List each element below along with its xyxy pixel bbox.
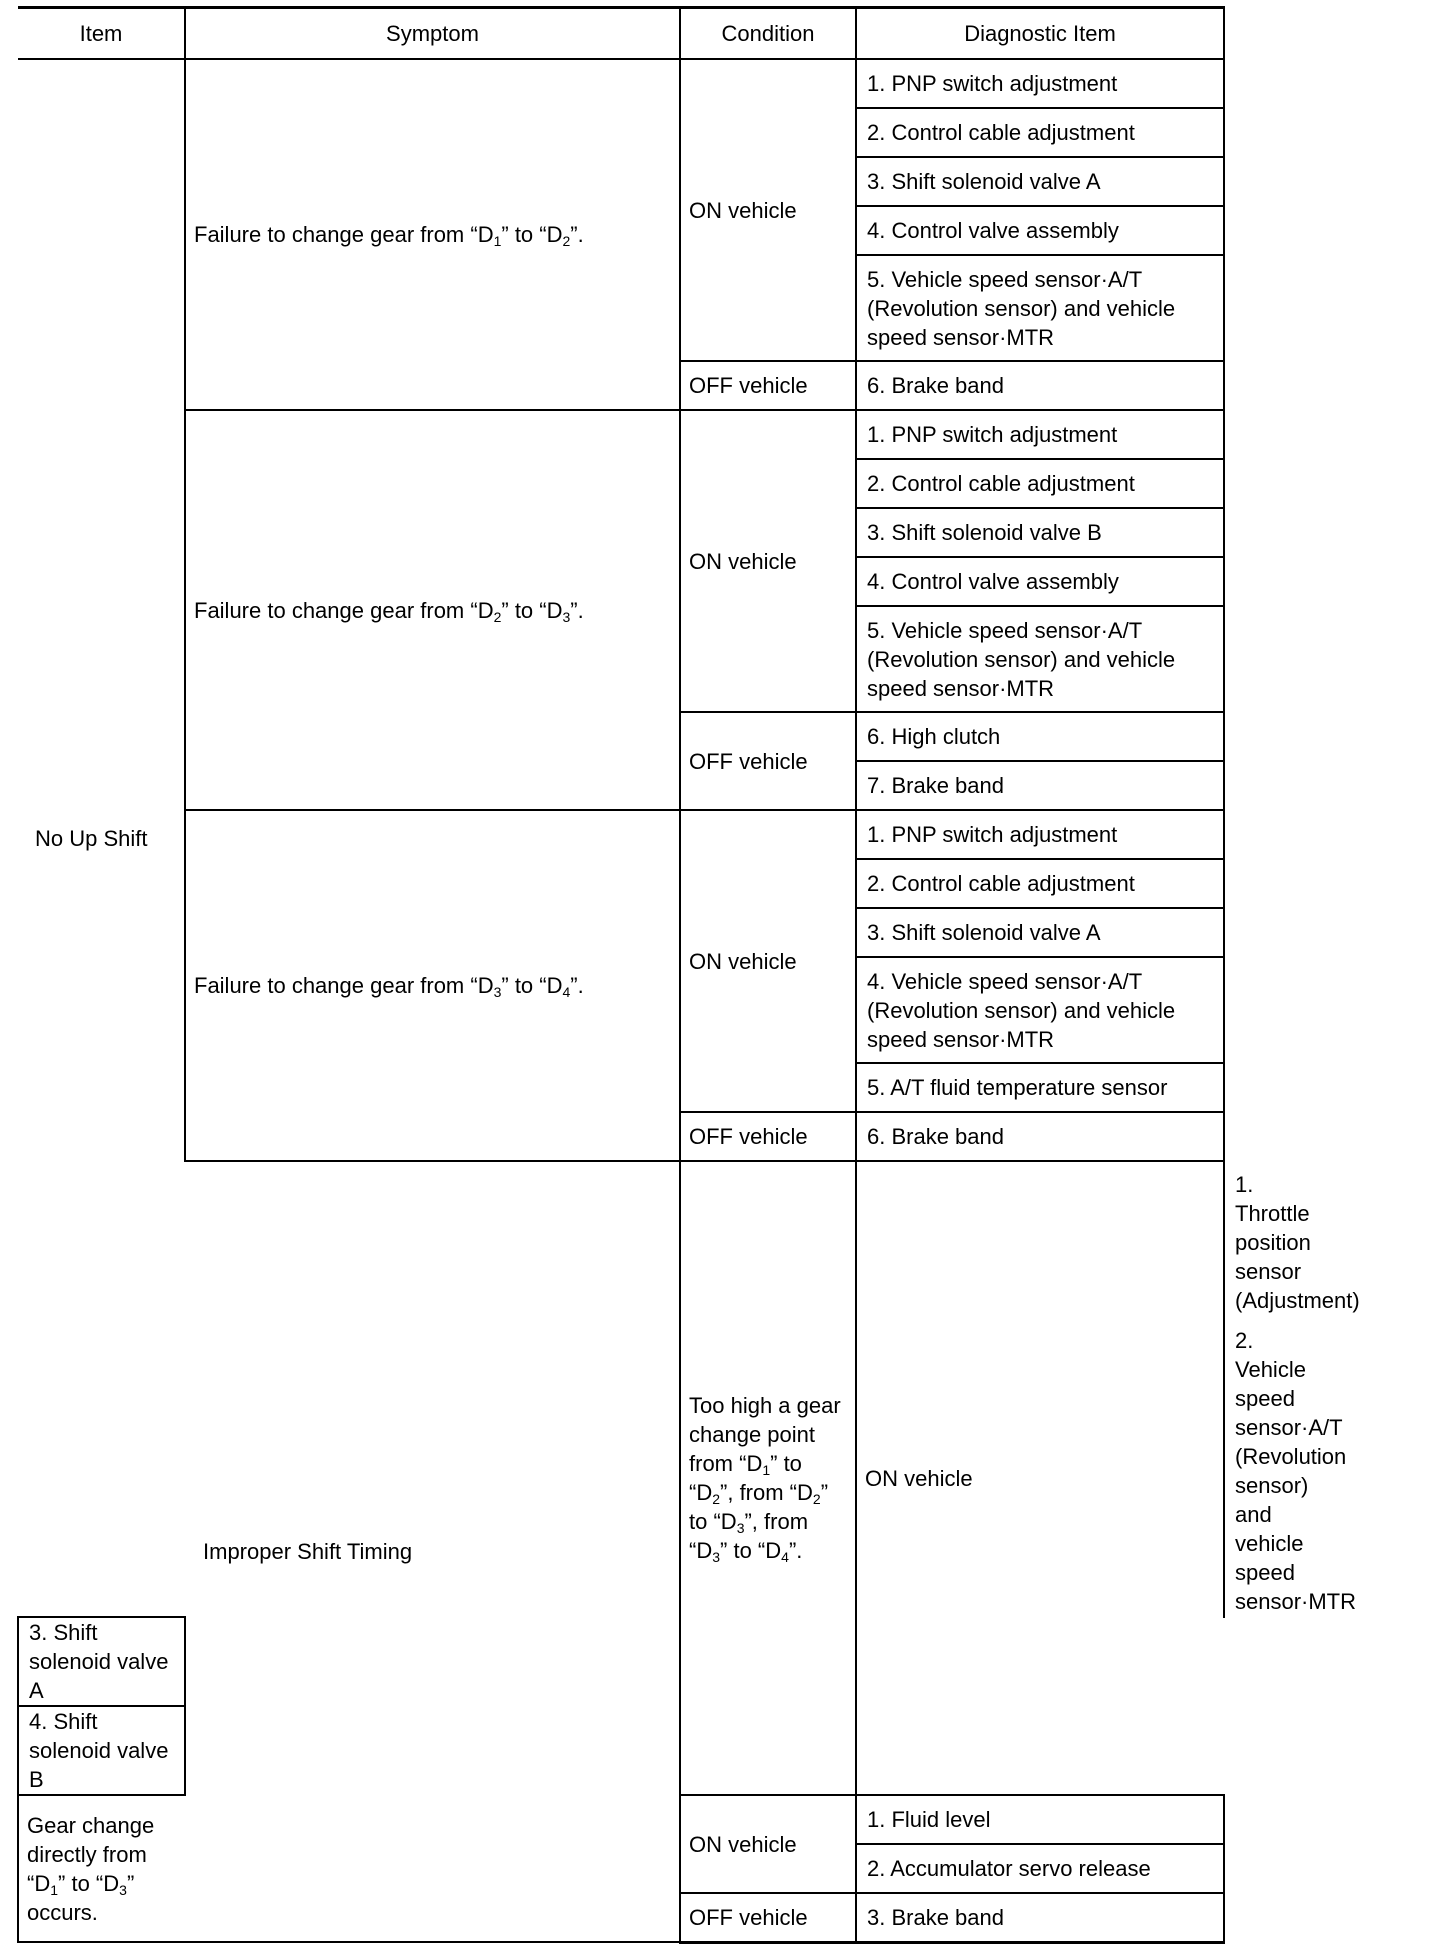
symptom-text: ”. <box>570 973 584 998</box>
subscript: 1 <box>493 233 502 249</box>
symptom-text: ” to “D <box>720 1538 782 1563</box>
diagnostic-item: 4. Vehicle speed sensor·A/T (Revolution sensor) and vehicle speed sensor·MTR <box>856 957 1224 1063</box>
table-row <box>18 410 1224 459</box>
diagnostic-item: 4. Shift solenoid valve B <box>18 1706 185 1795</box>
header-row <box>18 8 1224 60</box>
symptom-cell <box>185 410 680 810</box>
diagnostic-item: 5. Vehicle speed sensor·A/T (Revolution sensor) and vehicle speed sensor·MTR <box>856 255 1224 361</box>
symptom-cell <box>185 59 680 410</box>
condition-cell: OFF vehicle <box>680 712 856 810</box>
diagnostic-item: 3. Shift solenoid valve A <box>18 1617 185 1706</box>
symptom-text: ”, from “D <box>689 1509 809 1563</box>
diagnostic-item: 6. High clutch <box>856 712 1224 761</box>
symptom-text: ”. <box>570 222 584 247</box>
symptom-text: ” to “D <box>501 973 563 998</box>
table-row <box>18 59 1224 108</box>
header-symptom: Symptom <box>185 8 680 60</box>
table-row: Improper Shift Timing Too high a gear change point from “$D_1$” to “$D_2$”, from “$D_2$” to “$D_3$”, from “$D_3$” to “$D_4$”. ON vehicle 1. Throttle position sensor (Adjustment) <box>18 1161 1224 1325</box>
diagnostic-table <box>17 6 1360 1944</box>
symptom-cell <box>18 1795 185 1942</box>
diagnostic-item: 5. Vehicle speed sensor·A/T (Revolution sensor) and vehicle speed sensor·MTR <box>856 606 1224 712</box>
symptom-text: ” to “D <box>689 1480 829 1534</box>
subscript: 2 <box>812 1491 821 1507</box>
header-diagnostic-item: Diagnostic Item <box>856 8 1224 60</box>
subscript: 1 <box>762 1462 771 1478</box>
header-condition: Condition <box>680 8 856 60</box>
condition-cell: OFF vehicle <box>680 361 856 410</box>
symptom-text: ”. <box>570 597 584 623</box>
symptom-cell <box>185 810 680 1161</box>
symptom-text: Gear change directly from “D <box>27 1812 155 1896</box>
diagnostic-item: 7. Brake band <box>856 761 1224 810</box>
condition-cell: OFF vehicle <box>680 1893 856 1942</box>
diagnostic-item: 5. A/T fluid temperature sensor <box>856 1063 1224 1112</box>
diagnostic-item: 3. Shift solenoid valve A <box>856 157 1224 206</box>
subscript: 3 <box>712 1549 721 1565</box>
subscript: 4 <box>562 984 571 1000</box>
diagnostic-item: 3. Shift solenoid valve A <box>856 908 1224 957</box>
diagnostic-item: 2. Control cable adjustment <box>856 859 1224 908</box>
symptom-text: ” occurs. <box>27 1870 135 1925</box>
header-item: Item <box>18 8 185 60</box>
table-row <box>18 810 1224 859</box>
subscript: 3 <box>736 1520 745 1536</box>
condition-cell: ON vehicle <box>856 1161 1224 1795</box>
subscript: 4 <box>781 1549 789 1565</box>
diagnostic-item: 2. Control cable adjustment <box>856 459 1224 508</box>
symptom-text: ” to “D <box>689 1451 802 1505</box>
subscript: 3 <box>493 984 502 1000</box>
diagnostic-item: 3. Shift solenoid valve B <box>856 508 1224 557</box>
diagnostic-item: 2. Control cable adjustment <box>856 108 1224 157</box>
item-cell: Improper Shift Timing <box>185 1161 680 1942</box>
symptom-text: Failure to change gear from “D <box>194 973 494 998</box>
symptom-text: Too high a gear change point from “D <box>689 1393 841 1476</box>
diagnostic-item: 4. Control valve assembly <box>856 557 1224 606</box>
subscript: 1 <box>50 1881 59 1898</box>
symptom-text: ” to “D <box>501 222 563 247</box>
diagnostic-item: 1. Fluid level <box>856 1795 1224 1844</box>
table-row: 2. Vehicle speed sensor·A/T (Revolution sensor) and vehicle speed sensor·MTR <box>1235 1328 1357 1614</box>
diagnostic-item: 1. PNP switch adjustment <box>856 810 1224 859</box>
subscript: 2 <box>562 233 571 249</box>
symptom-text: Failure to change gear from “D <box>194 222 494 247</box>
symptom-text: ” to “D <box>501 597 563 623</box>
diagnostic-item: 6. Brake band <box>856 1112 1224 1161</box>
diagnostic-item: 2. Accumulator servo release <box>856 1844 1224 1893</box>
symptom-text: Failure to change gear from “D <box>194 597 494 623</box>
symptom-text: ” to “D <box>58 1870 120 1896</box>
subscript: 3 <box>119 1881 127 1898</box>
item-cell: No Up Shift <box>18 59 185 1617</box>
subscript: 2 <box>493 608 502 625</box>
condition-cell: ON vehicle <box>680 810 856 1112</box>
diagnostic-item: 3. Brake band <box>856 1893 1224 1942</box>
diagnostic-item: 1. PNP switch adjustment <box>856 410 1224 459</box>
diagnostic-item: 1. PNP switch adjustment <box>856 59 1224 108</box>
condition-cell: OFF vehicle <box>680 1112 856 1161</box>
symptom-text: ”, from “D <box>720 1480 813 1505</box>
condition-cell: ON vehicle <box>680 1795 856 1893</box>
symptom-cell <box>680 1161 856 1795</box>
condition-cell: ON vehicle <box>680 59 856 361</box>
condition-cell: ON vehicle <box>680 410 856 712</box>
subscript: 3 <box>562 608 571 625</box>
diagnostic-item: 6. Brake band <box>856 361 1224 410</box>
symptom-text: ”. <box>788 1538 803 1563</box>
diagnostic-item: 4. Control valve assembly <box>856 206 1224 255</box>
subscript: 2 <box>712 1491 721 1507</box>
